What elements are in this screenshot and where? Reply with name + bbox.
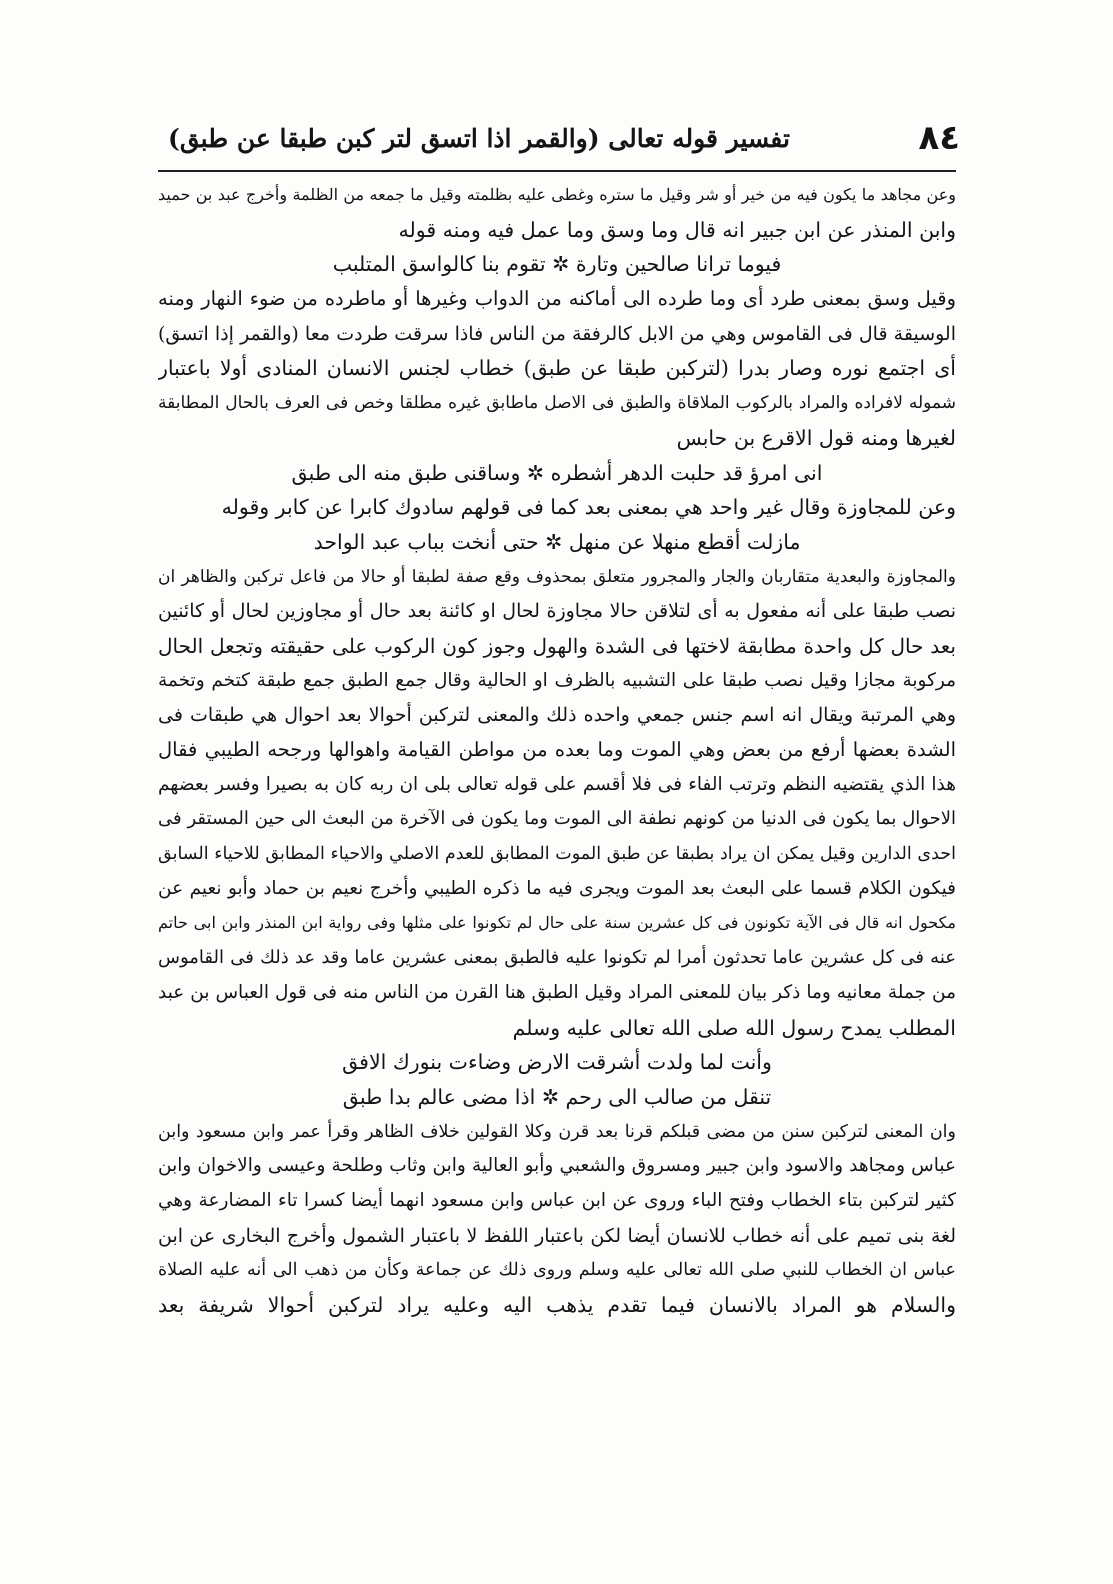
text-line: المطلب يمدح رسول الله صلى الله تعالى عليه وسلم — [512, 1015, 956, 1040]
text-line: احدى الدارين وقيل يمكن ان يراد بطبقا عن طبق الموت المطابق للعدم الاصلي والاحياء المطابق للاحياء السابق — [158, 844, 956, 865]
text-line: والسلام هو المراد بالانسان فيما تقدم يذهب اليه وعليه يراد لتركبن أحوالا شريفة بعد — [158, 1293, 956, 1317]
text-line: وقيل وسق بمعنى طرد أى وما طرده الى أماكنه من الدواب وغيرها أو ماطرده من ضوء النهار ومنه — [158, 287, 956, 311]
text-line: عباس ومجاهد والاسود وابن جبير ومسروق والشعبي وأبو العالية وابن وثاب وطلحة وعيسى والاخوان وابن — [158, 1155, 956, 1177]
text-line: كثير لتركبن بتاء الخطاب وفتح الباء وروى عن ابن عباس وابن مسعود انهما أيضا كسرا تاء المضارعة وهي — [158, 1189, 956, 1211]
text-line: وعن مجاهد ما يكون فيه من خير أو شر وقيل ما ستره وغطى عليه بظلمته وقيل ما جمعه من الظلمة وأخرج عبد بن حميد — [158, 185, 956, 204]
text-line: وهي المرتبة ويقال انه اسم جنس جمعي واحده ذلك والمعنى لتركبن أحوالا بعد احوال هي طبقات فى — [158, 704, 956, 727]
running-title: تفسير قوله تعالى (والقمر اذا اتسق لتر كبن طبقا عن طبق) — [168, 123, 790, 153]
text-line: نصب طبقا على أنه مفعول به أى لتلاقن حالا مجاوزة لحال او كائنة بعد حال أو مجاوزين لحال أو كائنين — [158, 600, 956, 623]
page-header — [150, 110, 960, 166]
text-line: عنه فى كل عشرين عاما تحدثون أمرا لم تكونوا عليه فالطبق بمعنى عشرين عاما وقد عد ذلك فى القاموس — [158, 947, 956, 969]
text-line: مركوبة مجازا وقيل نصب طبقا على التشبيه بالظرف او الحالية وقال جمع الطبق جمع طبقة كتخم وتخمة — [158, 669, 956, 691]
text-line: لغيرها ومنه قول الاقرع بن حابس — [676, 425, 956, 450]
verse-line: انى امرؤ قد حلبت الدهر أشطره ✲ وساقنى طبق منه الى طبق — [291, 460, 823, 485]
text-line: بعد حال كل واحدة مطابقة لاختها فى الشدة والهول وجوز كون الركوب على حقيقته وتجعل الحال — [158, 633, 956, 658]
text-line: فيكون الكلام قسما على البعث بعد الموت ويجرى فيه ما ذكره الطيبي وأخرج نعيم بن حماد وأبو نعيم عن — [158, 877, 956, 899]
text-line: لغة بنى تميم على أنه خطاب للانسان أيضا لكن باعتبار اللفظ لا باعتبار الشمول وأخرج البخارى عن ابن — [158, 1224, 956, 1247]
text-line: وان المعنى لتركبن سنن من مضى قبلكم قرنا بعد قرن وكلا القولين خلاف الظاهر وقرأ عمر وابن مسعود وابن — [158, 1121, 956, 1142]
verse-line: فيوما ترانا صالحين وتارة ✲ تقوم بنا كالواسق المتلبب — [332, 252, 782, 277]
body-text — [158, 178, 956, 1323]
text-line: هذا الذي يقتضيه النظم وترتب الفاء فى فلا أقسم على قوله تعالى بلى ان ربه كان به بصيرا وفسر بعضهم — [158, 773, 956, 795]
page-number: ٨٤ — [918, 118, 960, 158]
text-line: وعن للمجاوزة وقال غير واحد هي بمعنى بعد كما فى قولهم سادوك كابرا عن كابر وقوله — [221, 495, 956, 520]
text-line: مكحول انه قال فى الآية تكونون فى كل عشرين سنة على حال لم تكونوا على مثلها وفى رواية ابن المنذر وابن ابى حاتم — [158, 913, 956, 933]
text-line: وابن المنذر عن ابن جبير انه قال وما وسق وما عمل فيه ومنه قوله — [398, 217, 956, 242]
text-line: شموله لافراده والمراد بالركوب الملاقاة والطبق فى الاصل ماطابق غيره مطلقا وخص فى العرف بالحال المطابقة — [158, 393, 956, 414]
text-line: الوسيقة قال فى القاموس وهي من الابل كالرفقة من الناس فاذا سرقت طردت معا (والقمر إذا اتسق) — [158, 322, 956, 345]
text-line: عباس ان الخطاب للنبي صلى الله تعالى عليه وسلم وروى ذلك عن جماعة وكأن من ذهب الى أنه عليه الصلاة — [158, 1260, 956, 1281]
header-rule — [158, 170, 956, 172]
verse-line: مازلت أقطع منهلا عن منهل ✲ حتى أنخت بباب عبد الواحد — [313, 529, 801, 554]
verse-line: وأنت لما ولدت أشرقت الارض وضاءت بنورك الافق — [342, 1050, 772, 1075]
verse-line: تنقل من صالب الى رحم ✲ اذا مضى عالم بدا طبق — [342, 1084, 772, 1109]
text-line: من جملة معانيه وما ذكر بيان للمعنى المراد وقيل الطبق هنا القرن من الناس منه فى قول العباس بن عبد — [158, 981, 956, 1003]
text-line: الشدة بعضها أرفع من بعض وهي الموت وما بعده من مواطن القيامة واهوالها ورجحه الطيبي فقال — [158, 738, 956, 761]
text-line: أى اجتمع نوره وصار بدرا (لتركبن طبقا عن طبق) خطاب لجنس الانسان المنادى أولا باعتبار — [158, 356, 956, 381]
text-line: والمجاوزة والبعدية متقاربان والجار والمجرور متعلق بمحذوف وقع صفة لطبقا أو حالا من فاعل تركبن والظاهر ان — [158, 566, 956, 587]
text-line: الاحوال بما يكون فى الدنيا من كونهم نطفة الى الموت وما يكون فى الآخرة من البعث الى حين المستقر فى — [158, 808, 956, 830]
